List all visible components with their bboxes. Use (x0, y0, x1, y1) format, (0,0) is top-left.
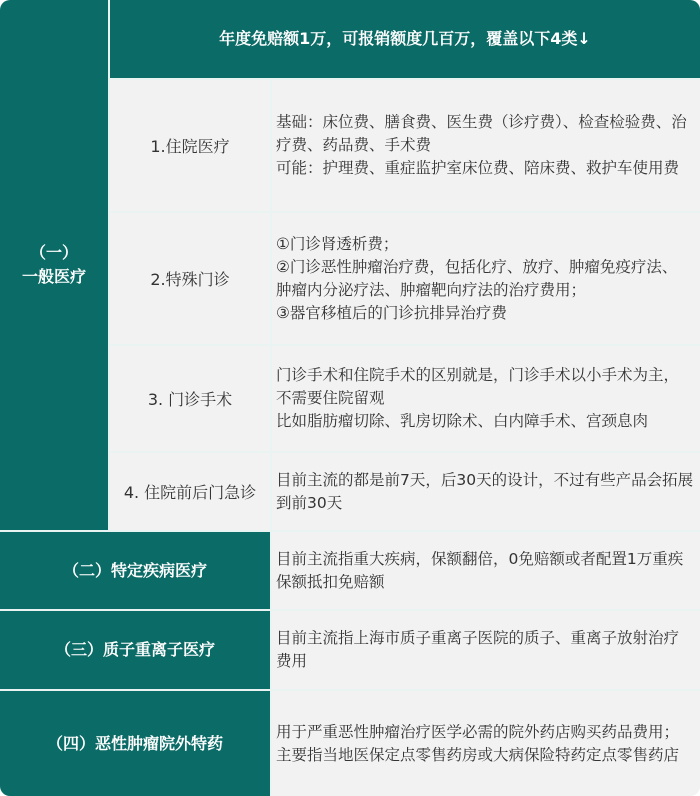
group-title: （四）恶性肿瘤院外特药 (0, 691, 270, 796)
group-content: 用于严重恶性肿瘤治疗医学必需的院外药店购买药品费用；主要指当地医保定点零售药房或大病保险特药定点零售药店 (272, 691, 700, 796)
group-title: （二）特定疾病医疗 (0, 532, 270, 609)
row-label: 1.住院医疗 (110, 80, 270, 211)
row-content (272, 453, 700, 530)
row-content (272, 213, 700, 344)
row-label: 4. 住院前后门急诊 (110, 453, 270, 530)
group-content: 目前主流指重大疾病，保额翻倍，0免赔额或者配置1万重疾保额抵扣免赔额 (272, 532, 700, 609)
row-label: 3. 门诊手术 (110, 346, 270, 451)
content-line: 可能：护理费、重症监护室床位费、陪床费、救护车使用费 (276, 159, 680, 177)
row-label: 2.特殊门诊 (110, 213, 270, 344)
content-line: 门诊手术和住院手术的区别就是，门诊手术以小手术为主，不需要住院留观 (276, 366, 680, 407)
group-title: （三）质子重离子医疗 (0, 611, 270, 689)
content-line: ③器官移植后的门诊抗排异治疗费 (276, 303, 507, 322)
group1-title-line2: 一般医疗 (21, 267, 86, 286)
content-line: ①门诊肾透析费； (276, 234, 399, 253)
content-line: 目前主流的都是前7天，后30天的设计，不过有些产品会拓展到前30天 (276, 470, 694, 512)
content-line: ②门诊恶性肿瘤治疗费，包括化疗、放疗、肿瘤免疫疗法、 肿瘤内分泌疗法、肿瘤靶向疗法的治疗费用； (276, 257, 678, 299)
content-line: 比如脂肪瘤切除、乳房切除术、白内障手术、宫颈息肉 (276, 412, 649, 430)
content-line: 基础：床位费、膳食费、医生费（诊疗费）、检查检验费、治疗费、药品费、手术费 (276, 113, 687, 154)
table-header: 年度免赔额1万，可报销额度几百万，覆盖以下4类↓ (110, 0, 700, 78)
group1-title (0, 0, 108, 530)
group1-title-line1: （一） (29, 243, 78, 262)
group-content: 目前主流指上海市质子重离子医院的质子、重离子放射治疗费用 (272, 611, 700, 689)
row-content (272, 346, 700, 451)
row-content (272, 80, 700, 211)
